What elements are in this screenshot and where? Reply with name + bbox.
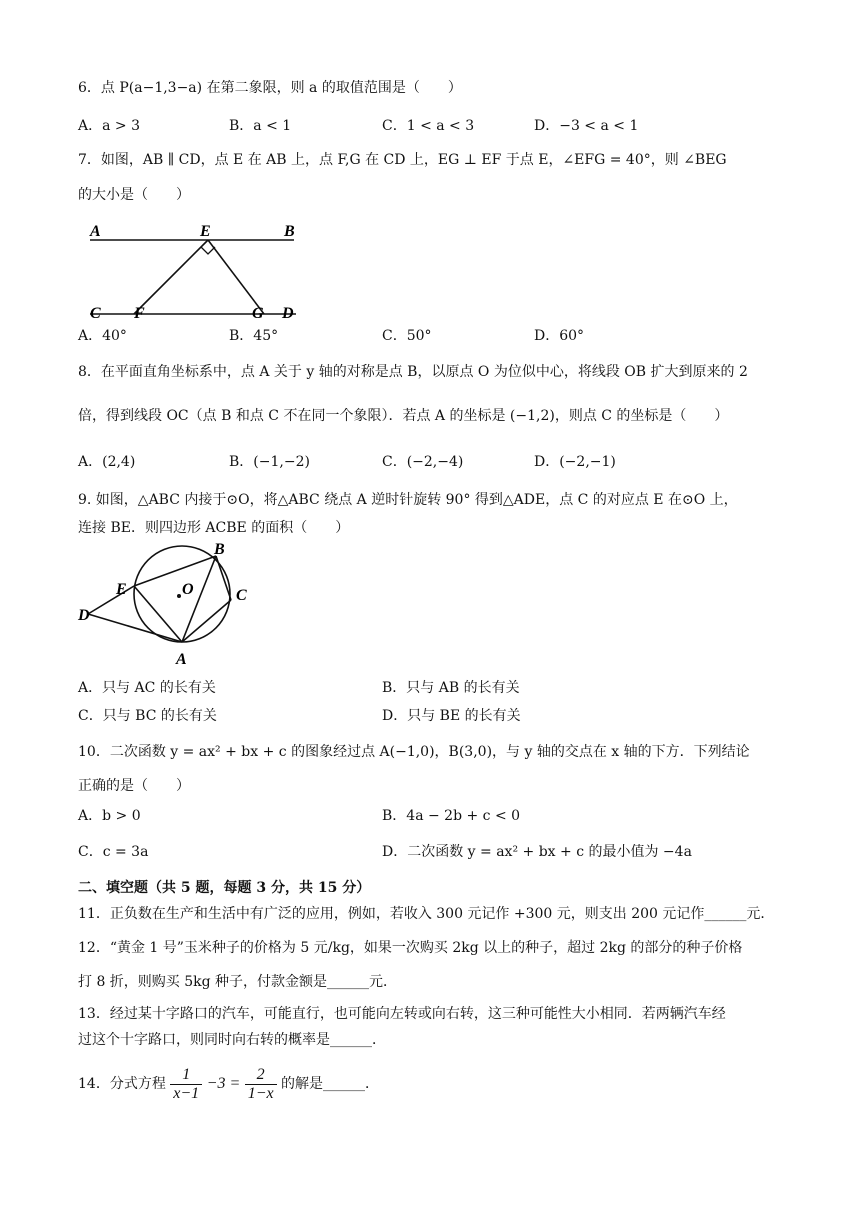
q14-prefix: 14．分式方程: [78, 1076, 166, 1092]
q6-option-c: C．1 < a < 3: [382, 118, 475, 134]
q10-option-d: D．二次函数 y = ax² + bx + c 的最小值为 −4a: [382, 844, 692, 860]
q10-option-a: A．b > 0: [78, 808, 141, 824]
q13-line2: 过这个十字路口，则同时向右转的概率是______．: [78, 1032, 386, 1048]
q10-stem-line2: 正确的是（ ）: [78, 778, 190, 794]
q9-option-d: D．只与 BE 的长有关: [382, 708, 521, 724]
q10-option-c: C．c = 3a: [78, 844, 149, 860]
q7-option-a: A．40°: [78, 328, 127, 344]
q9-stem-line1: 9. 如图，△ABC 内接于⊙O，将△ABC 绕点 A 逆时针旋转 90° 得到△ADE，点 C 的对应点 E 在⊙O 上，: [78, 492, 738, 508]
q6-stem: 6．点 P(a−1,3−a) 在第二象限，则 a 的取值范围是（ ）: [78, 80, 462, 96]
q9-label-e: E: [116, 581, 127, 598]
q9-stem-line2: 连接 BE．则四边形 ACBE 的面积（ ）: [78, 520, 350, 536]
q7-option-d: D．60°: [534, 328, 585, 344]
q7-label-a: A: [90, 223, 101, 240]
q6-option-a: A．a > 3: [78, 118, 140, 134]
q9-option-a: A．只与 AC 的长有关: [78, 680, 216, 696]
q10-stem-line1: 10．二次函数 y = ax² + bx + c 的图象经过点 A(−1,0)，B(3,0)，与 y 轴的交点在 x 轴的下方．下列结论: [78, 744, 750, 760]
q9-option-c: C．只与 BC 的长有关: [78, 708, 217, 724]
q7-option-b: B．45°: [229, 328, 279, 344]
q12-line1: 12．“黄金 1 号”玉米种子的价格为 5 元/kg，如果一次购买 2kg 以上的种子，超过 2kg 的部分的种子价格: [78, 940, 743, 956]
q14-fraction-1: [170, 1066, 202, 1103]
q14-frac2-denominator: 1−x: [247, 1084, 274, 1102]
q7-stem-line1: 7．如图，AB ∥ CD，点 E 在 AB 上，点 F,G 在 CD 上，EG ⊥ EF 于点 E，∠EFG = 40°，则 ∠BEG: [78, 152, 727, 168]
q9-label-c: C: [236, 587, 247, 604]
q7-stem-line2: 的大小是（ ）: [78, 187, 190, 203]
q9-label-a: A: [176, 651, 187, 668]
q8-stem-line2: 倍，得到线段 OC（点 B 和点 C 不在同一个象限）．若点 A 的坐标是 (−1,2)，则点 C 的坐标是（ ）: [78, 408, 729, 424]
q13-line1: 13．经过某十字路口的汽车，可能直行，也可能向左转或向右转，这三种可能性大小相同．若两辆汽车经: [78, 1006, 726, 1022]
q7-label-f: F: [134, 305, 145, 322]
q6-option-d: D．−3 < a < 1: [534, 118, 639, 134]
q9-label-b: B: [214, 542, 225, 558]
q8-stem-line1: 8．在平面直角坐标系中，点 A 关于 y 轴的对称是点 B，以原点 O 为位似中心，将线段 OB 扩大到原来的 2: [78, 364, 748, 380]
q7-label-g: G: [252, 305, 264, 322]
q7-figure: [84, 218, 304, 322]
q14-frac2-numerator: 2: [245, 1066, 277, 1085]
q8-option-c: C．(−2,−4): [382, 454, 464, 470]
q9-label-d: D: [78, 607, 90, 624]
q14-suffix: 的解是______．: [281, 1076, 380, 1092]
q14-line: [78, 1064, 379, 1104]
q14-frac1-denominator: x−1: [173, 1084, 200, 1102]
q9-option-b: B．只与 AB 的长有关: [382, 680, 520, 696]
q8-option-b: B．(−1,−2): [229, 454, 310, 470]
q8-option-d: D．(−2,−1): [534, 454, 616, 470]
q7-option-c: C．50°: [382, 328, 432, 344]
q10-option-b: B．4a − 2b + c < 0: [382, 808, 521, 824]
q14-middle: −3 =: [206, 1075, 241, 1092]
q7-label-c: C: [90, 305, 101, 322]
q9-label-o: O: [182, 581, 194, 598]
section-heading-fill-in: 二、填空题（共 5 题，每题 3 分，共 15 分）: [78, 880, 371, 896]
q9-figure: [76, 542, 266, 668]
q12-line2: 打 8 折，则购买 5kg 种子，付款金额是______元．: [78, 974, 398, 990]
q14-frac1-numerator: 1: [170, 1066, 202, 1085]
q11-text: 11．正负数在生产和生活中有广泛的应用，例如，若收入 300 元记作 +300 元，则支出 200 元记作______元．: [78, 906, 775, 922]
q7-label-b: B: [284, 223, 295, 240]
q6-option-b: B．a < 1: [229, 118, 292, 134]
q7-label-e: E: [200, 223, 211, 240]
q8-option-a: A．(2,4): [78, 454, 136, 470]
q14-fraction-2: [245, 1066, 277, 1103]
q7-label-d: D: [282, 305, 294, 322]
